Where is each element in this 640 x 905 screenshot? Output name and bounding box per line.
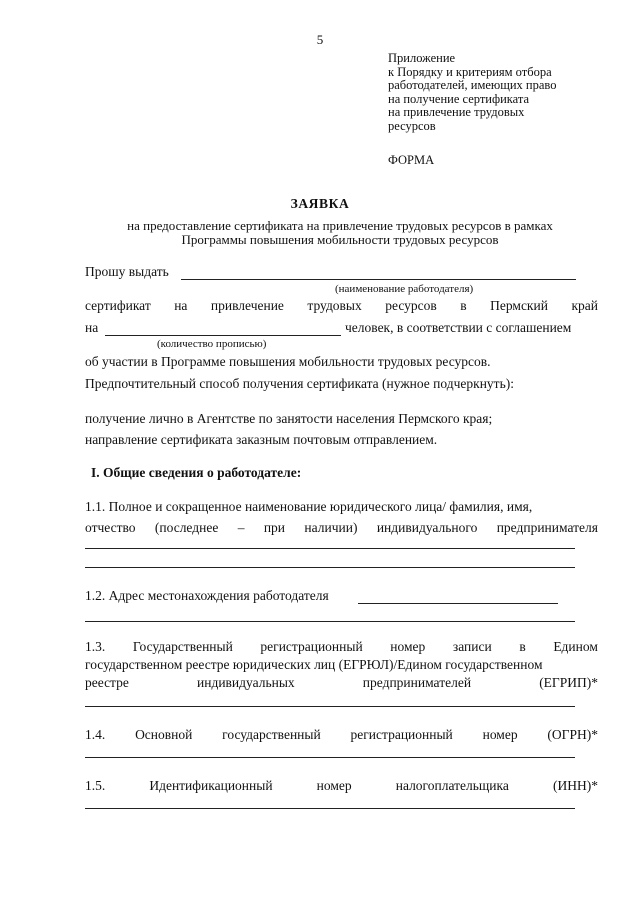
- item-1-3-line2: государственном реестре юридических лиц (ЕГРЮЛ)/Едином государственном: [85, 657, 543, 672]
- request-prefix: Прошу выдать: [85, 264, 169, 279]
- item-1-4-line: [85, 727, 598, 743]
- section-heading: I. Общие сведения о работодателе:: [91, 465, 302, 480]
- appendix-line: на привлечение трудовых: [388, 105, 525, 120]
- item-1-1-line2: [85, 520, 598, 536]
- item-1-1-line1: 1.1. Полное и сокращенное наименование юридического лица/ фамилия, имя,: [85, 499, 533, 514]
- word: Основной: [135, 727, 193, 742]
- employer-name-field[interactable]: [181, 279, 576, 280]
- word: реестре: [85, 675, 129, 690]
- option-mail[interactable]: направление сертификата заказным почтовым отправлением.: [85, 432, 438, 447]
- appendix-line: к Порядку и критериям отбора: [388, 64, 552, 79]
- word: край: [571, 298, 598, 313]
- employer-name-input-line[interactable]: [85, 548, 575, 549]
- appendix-line: ресурсов: [388, 118, 436, 133]
- word: индивидуального: [376, 520, 478, 535]
- page-number: 5: [316, 32, 324, 47]
- quantity-field[interactable]: [105, 335, 341, 336]
- word: сертификат: [85, 298, 151, 313]
- word: номер: [316, 778, 352, 793]
- word: государственный: [222, 727, 321, 742]
- word: номер: [482, 727, 518, 742]
- word: Пермский: [490, 298, 548, 313]
- word: индивидуальных: [197, 675, 295, 690]
- word: в: [519, 639, 526, 654]
- word: трудовых: [307, 298, 362, 313]
- appendix-line: на получение сертификата: [388, 91, 530, 106]
- word: (ИНН)*: [552, 778, 598, 793]
- item-1-5-line: [85, 778, 598, 794]
- address-field[interactable]: [358, 603, 558, 604]
- word: налогоплательщика: [395, 778, 509, 793]
- appendix-block: [388, 52, 556, 134]
- ogrn-input-line[interactable]: [85, 757, 575, 758]
- form-label: ФОРМА: [388, 153, 435, 167]
- appendix-line: Приложение: [388, 51, 456, 65]
- certificate-line: [85, 298, 598, 314]
- word: (последнее: [154, 520, 219, 535]
- word: наличии): [304, 520, 358, 535]
- word: в: [460, 298, 467, 313]
- employer-name-hint: (наименование работодателя): [335, 283, 474, 295]
- word: (ОГРН)*: [547, 727, 598, 742]
- word: регистрационный: [350, 727, 453, 742]
- word: Государственный: [132, 639, 233, 654]
- word: ресурсов: [385, 298, 437, 313]
- word: на: [174, 298, 188, 313]
- word: 1.3.: [85, 639, 106, 654]
- employer-name-input-line[interactable]: [85, 567, 575, 568]
- appendix-line: работодателей, имеющих право: [388, 78, 557, 93]
- document-title: ЗАЯВКА: [290, 196, 350, 211]
- document-subtitle: [70, 219, 610, 247]
- participation-text: об участии в Программе повышения мобильности трудовых ресурсов.: [85, 354, 491, 369]
- word: Едином: [553, 639, 598, 654]
- word: регистрационный: [260, 639, 363, 654]
- word: предпринимателя: [496, 520, 598, 535]
- na-label: на: [85, 320, 99, 335]
- subtitle-line: на предоставление сертификата на привлечение трудовых ресурсов в рамках: [127, 218, 553, 233]
- word: 1.5.: [85, 778, 106, 793]
- item-1-3-line1: [85, 639, 598, 655]
- word: при: [263, 520, 286, 535]
- subtitle-line: Программы повышения мобильности трудовых ресурсов: [181, 232, 499, 247]
- item-1-2-label: 1.2. Адрес местонахождения работодателя: [85, 588, 329, 603]
- option-personal[interactable]: получение лично в Агентстве по занятости населения Пермского края;: [85, 411, 493, 426]
- address-input-line[interactable]: [85, 621, 575, 622]
- preferred-method-text: Предпочтительный способ получения сертификата (нужное подчеркнуть):: [85, 376, 514, 391]
- word: отчество: [85, 520, 136, 535]
- item-1-3-line3: [85, 675, 598, 691]
- people-suffix: человек, в соответствии с соглашением: [345, 320, 572, 335]
- word: Идентификационный: [149, 778, 273, 793]
- word: записи: [452, 639, 492, 654]
- inn-input-line[interactable]: [85, 808, 575, 809]
- word: привлечение: [210, 298, 284, 313]
- quantity-hint: (количество прописью): [157, 338, 267, 350]
- word: 1.4.: [85, 727, 106, 742]
- word: номер: [390, 639, 426, 654]
- word: предпринимателей: [362, 675, 472, 690]
- egrul-input-line[interactable]: [85, 706, 575, 707]
- word: –: [237, 520, 245, 535]
- word: (ЕГРИП)*: [539, 675, 598, 690]
